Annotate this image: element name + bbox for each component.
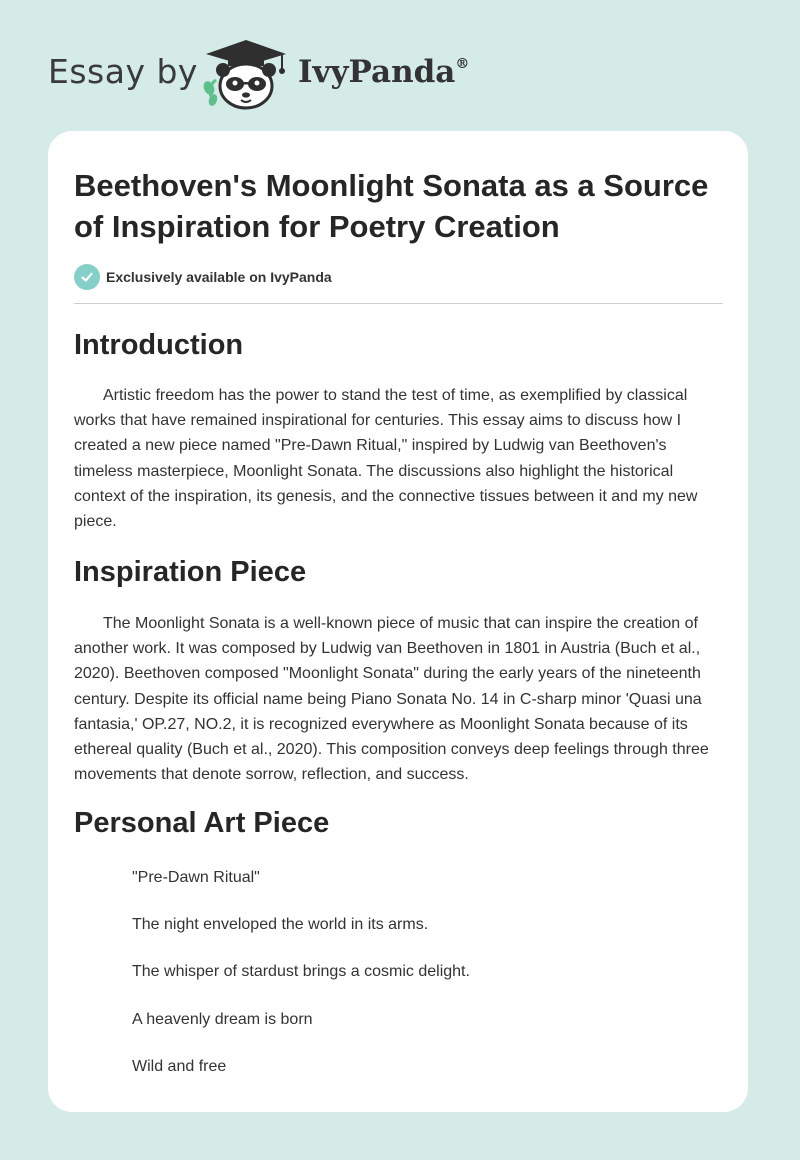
poem-line: Wild and free xyxy=(132,1057,227,1075)
section-heading: Inspiration Piece xyxy=(74,556,307,588)
section-paragraph: The Moonlight Sonata is a well-known piece of music that can inspire the creation of another work. It was composed by Ludwig van Beethoven in 1801 in Austria (Buch et al., 2020). Beethoven composed "Moonlight Sonata" during the early years of the nineteenth century. Despite its official name being Piano Sonata No. 14 in C-sharp minor 'Quasi una fantasia,' OP.27, NO.2, it is recognized everywhere as Moonlight Sonata because of its ethereal quality (Buch et al., 2020). This composition conveys deep feelings through three movements that denote sorrow, reflection, and success. xyxy=(74,615,709,784)
divider xyxy=(74,303,723,304)
exclusive-label: Exclusively available on IvyPanda xyxy=(106,269,332,285)
section-heading: Personal Art Piece xyxy=(74,807,330,839)
section-inspiration-piece xyxy=(74,554,726,787)
essay-card xyxy=(48,131,748,1112)
section-personal-art-piece xyxy=(74,805,726,1079)
essay-by-label: Essay by xyxy=(48,52,198,91)
section-paragraph: Artistic freedom has the power to stand the test of time, as exemplified by classical works that have remained inspirational for centuries. This essay aims to discuss how I created a new piece named "Pre-Dawn Ritual," inspired by Ludwig van Beethoven's timeless masterpiece, Moonlight Sonata. The discussions also highlight the historical context of the inspiration, its genesis, and the connective tissues between it and my new piece. xyxy=(74,387,698,531)
section-introduction xyxy=(74,327,726,534)
panda-graduate-icon[interactable] xyxy=(200,36,292,112)
poem-line: A heavenly dream is born xyxy=(132,1010,313,1028)
brand-logo-text[interactable]: IvyPanda® xyxy=(298,54,470,90)
poem-line: The whisper of stardust brings a cosmic delight. xyxy=(132,963,470,981)
check-icon xyxy=(74,264,100,290)
poem-line: The night enveloped the world in its arms. xyxy=(132,916,429,934)
section-heading: Introduction xyxy=(74,329,244,361)
poem xyxy=(74,865,726,1079)
exclusive-notice xyxy=(74,264,332,290)
poem-title: "Pre-Dawn Ritual" xyxy=(132,869,260,886)
essay-title: Beethoven's Moonlight Sonata as a Source of Inspiration for Poetry Creation xyxy=(74,168,709,244)
site-header xyxy=(48,32,468,112)
